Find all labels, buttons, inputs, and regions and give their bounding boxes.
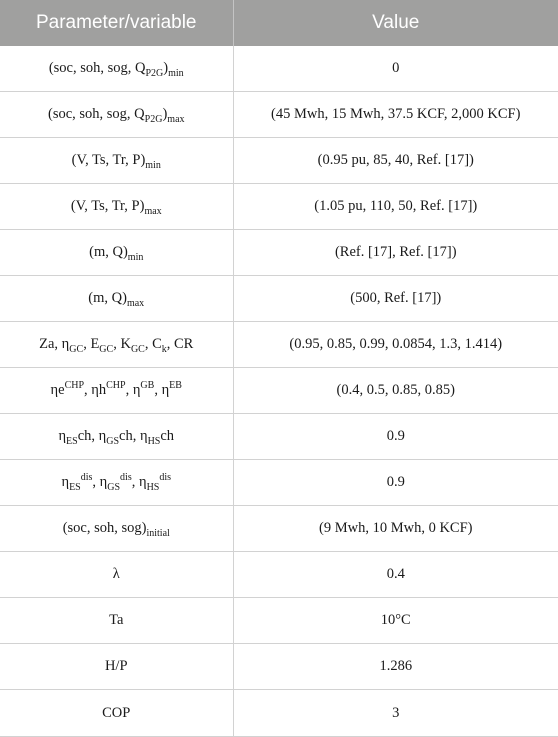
- parameter-text: GC: [99, 343, 114, 355]
- header-value: Value: [233, 0, 558, 46]
- table-row: [0, 414, 558, 460]
- parameter-text: ch: [160, 428, 175, 444]
- parameter-text: , η: [131, 474, 147, 490]
- parameter-text: H/P: [104, 658, 128, 674]
- parameter-text: , ηh: [84, 382, 107, 398]
- parameter-text: η: [61, 474, 70, 490]
- parameter-cell: [0, 230, 233, 276]
- parameter-text: dis: [159, 472, 172, 484]
- parameter-text: EB: [169, 380, 182, 392]
- value-cell: (0.4, 0.5, 0.85, 0.85): [233, 368, 558, 414]
- table-row: [0, 368, 558, 414]
- value-cell: 0.4: [233, 552, 558, 598]
- parameter-text: GS: [106, 435, 120, 447]
- parameter-text: GC: [69, 343, 84, 355]
- parameter-cell: [0, 184, 233, 230]
- table-row: [0, 138, 558, 184]
- parameter-text: min: [127, 251, 144, 263]
- parameter-text: CHP: [64, 380, 85, 392]
- parameter-text: P2G: [144, 113, 163, 125]
- parameter-cell: [0, 368, 233, 414]
- parameter-text: HS: [147, 435, 161, 447]
- value-cell: (0.95, 0.85, 0.99, 0.0854, 1.3, 1.414): [233, 322, 558, 368]
- value-cell: (45 Mwh, 15 Mwh, 37.5 KCF, 2,000 KCF): [233, 92, 558, 138]
- parameter-text: P2G: [145, 67, 164, 79]
- table-row: [0, 276, 558, 322]
- value-cell: (0.95 pu, 85, 40, Ref. [17]): [233, 138, 558, 184]
- parameter-cell: [0, 552, 233, 598]
- value-cell: 0.9: [233, 414, 558, 460]
- parameter-text: , CR: [166, 336, 194, 352]
- table-row: [0, 644, 558, 690]
- parameter-text: k: [161, 343, 167, 355]
- parameter-text: , E: [83, 336, 100, 352]
- parameter-text: GS: [107, 481, 121, 493]
- parameter-text: dis: [80, 472, 93, 484]
- parameter-text: max: [126, 297, 145, 309]
- value-cell: (9 Mwh, 10 Mwh, 0 KCF): [233, 506, 558, 552]
- parameter-text: , η: [125, 382, 141, 398]
- parameter-cell: [0, 460, 233, 506]
- parameter-cell: [0, 690, 233, 737]
- parameter-text: (m, Q): [88, 290, 127, 306]
- value-cell: (500, Ref. [17]): [233, 276, 558, 322]
- value-cell: 0: [233, 46, 558, 92]
- parameter-cell: [0, 276, 233, 322]
- table-row: [0, 184, 558, 230]
- parameter-text: η: [58, 428, 67, 444]
- table-row: [0, 598, 558, 644]
- parameter-text: , η: [92, 474, 108, 490]
- table-header-row: [0, 0, 558, 46]
- value-cell: 3: [233, 690, 558, 737]
- parameter-text: GC: [130, 343, 145, 355]
- parameter-text: (soc, soh, sog): [62, 520, 147, 536]
- table-row: [0, 690, 558, 737]
- parameter-text: ES: [69, 481, 81, 493]
- parameter-cell: [0, 46, 233, 92]
- parameter-text: ): [162, 106, 168, 122]
- parameter-text: initial: [146, 527, 170, 539]
- value-cell: 0.9: [233, 460, 558, 506]
- parameter-text: ch, η: [119, 428, 148, 444]
- parameter-text: (soc, soh, sog, Q: [47, 106, 145, 122]
- parameter-text: (V, Ts, Tr, P): [70, 198, 145, 214]
- table-row: [0, 230, 558, 276]
- table-body: [0, 46, 558, 737]
- parameter-text: (m, Q): [89, 244, 128, 260]
- parameter-cell: [0, 506, 233, 552]
- parameter-text: (soc, soh, sog, Q: [48, 60, 146, 76]
- parameter-text: GB: [140, 380, 155, 392]
- parameter-cell: [0, 598, 233, 644]
- parameter-text: (V, Ts, Tr, P): [71, 152, 146, 168]
- header-parameter: Parameter/variable: [0, 0, 233, 46]
- parameter-text: max: [144, 205, 162, 217]
- value-cell: 1.286: [233, 644, 558, 690]
- value-cell: (1.05 pu, 110, 50, Ref. [17]): [233, 184, 558, 230]
- parameter-cell: [0, 644, 233, 690]
- parameter-cell: [0, 138, 233, 184]
- parameter-text: λ: [112, 566, 120, 582]
- table-row: [0, 506, 558, 552]
- parameter-text: , η: [154, 382, 170, 398]
- table-row: [0, 322, 558, 368]
- table-row: [0, 552, 558, 598]
- parameter-text: max: [167, 113, 185, 125]
- table-row: [0, 46, 558, 92]
- parameter-cell: [0, 92, 233, 138]
- parameter-text: min: [145, 159, 161, 171]
- parameter-text: CHP: [106, 380, 126, 392]
- value-cell: (Ref. [17], Ref. [17]): [233, 230, 558, 276]
- parameter-text: COP: [102, 704, 131, 721]
- parameter-text: , C: [144, 336, 162, 352]
- parameter-text: min: [168, 67, 184, 79]
- parameter-cell: [0, 322, 233, 368]
- parameter-text: , K: [113, 336, 131, 352]
- parameter-text: dis: [120, 472, 132, 484]
- table-row: [0, 92, 558, 138]
- parameter-text: ch, η: [77, 428, 107, 444]
- parameter-cell: [0, 414, 233, 460]
- parameter-text: ): [163, 60, 169, 76]
- parameter-text: Za, η: [39, 336, 70, 352]
- parameter-text: Ta: [109, 612, 124, 628]
- value-cell: 10°C: [233, 598, 558, 644]
- parameter-text: ES: [66, 435, 78, 447]
- parameter-text: ηe: [50, 382, 65, 398]
- table-row: [0, 460, 558, 506]
- parameter-text: HS: [146, 481, 160, 493]
